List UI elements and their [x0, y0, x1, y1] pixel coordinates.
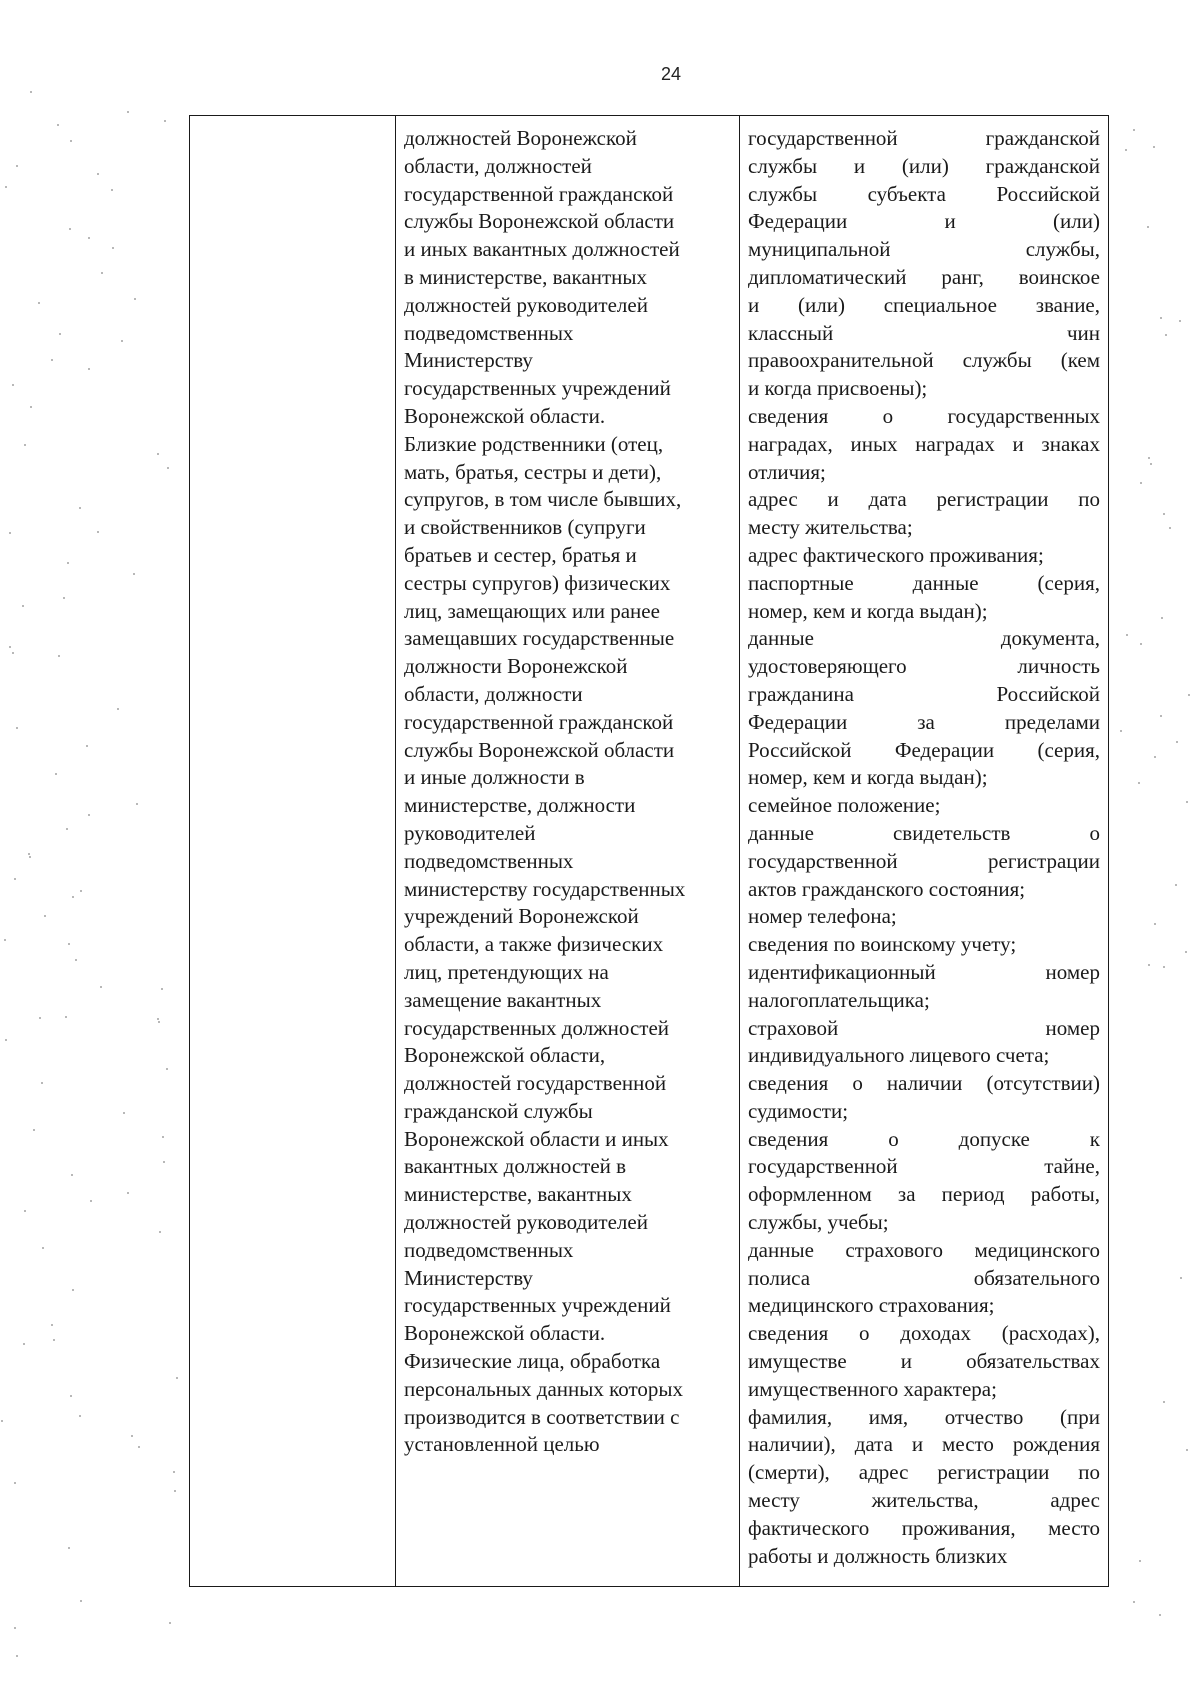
- scan-speck: [117, 708, 119, 710]
- data-item-text-line: медицинского страхования;: [748, 1293, 995, 1318]
- scan-speck: [12, 652, 14, 654]
- category-text-line: Министерству: [404, 1265, 533, 1290]
- category-text-line: государственных учреждений: [404, 376, 671, 401]
- data-item-text-line: государственной тайне,: [748, 1154, 1100, 1179]
- scan-speck: [9, 646, 11, 648]
- scan-speck: [41, 1082, 43, 1084]
- scan-speck: [167, 467, 169, 469]
- category-text-line: области, а также физических: [404, 932, 664, 957]
- data-item-text-line: сведения о допуске к: [748, 1126, 1100, 1151]
- data-item-text-line: (смерти), адрес регистрации по: [748, 1460, 1100, 1485]
- scan-speck: [163, 1161, 165, 1163]
- scan-speck: [51, 359, 53, 361]
- data-item-text-line: государственной гражданской: [748, 126, 1100, 150]
- category-text-line: государственной гражданской: [404, 181, 674, 206]
- data-item-text-line: судимости;: [748, 1098, 849, 1123]
- personal-data-column: [748, 125, 1100, 1570]
- data-item-text-line: дипломатический ранг, воинское: [748, 264, 1100, 289]
- data-item-text-line: налогоплательщика;: [748, 987, 930, 1012]
- data-item-text-line: актов гражданского состояния;: [748, 876, 1026, 901]
- scan-speck: [23, 1343, 25, 1345]
- column-divider: [739, 116, 740, 1586]
- category-text-line: Физические лица, обработка: [404, 1349, 661, 1374]
- scan-speck: [42, 1247, 44, 1249]
- data-item-text-line: полиса обязательного: [748, 1265, 1100, 1290]
- scan-speck: [1179, 320, 1181, 322]
- scan-speck: [1161, 617, 1163, 619]
- scan-speck: [72, 1289, 74, 1291]
- scan-speck: [164, 120, 166, 122]
- scan-speck: [100, 986, 102, 988]
- data-item-text-line: государственной регистрации: [748, 848, 1100, 873]
- category-text-line: министерстве, вакантных: [404, 1182, 632, 1207]
- scan-speck: [24, 1210, 26, 1212]
- scan-speck: [1188, 694, 1190, 696]
- category-text-line: должностей руководителей: [404, 292, 648, 317]
- category-text-line: Воронежской области и иных: [404, 1126, 669, 1151]
- scan-speck: [86, 745, 88, 747]
- data-item-text-line: службы и (или) гражданской: [748, 153, 1100, 178]
- scan-speck: [70, 140, 72, 142]
- scan-speck: [28, 853, 30, 855]
- category-text-line: в министерстве, вакантных: [404, 264, 648, 289]
- category-text-line: подведомственных: [404, 1237, 574, 1262]
- category-text-line: супругов, в том числе бывших,: [404, 487, 682, 512]
- scan-speck: [30, 406, 32, 408]
- scan-speck: [22, 605, 24, 607]
- scan-speck: [1139, 1560, 1141, 1562]
- category-text-line: государственной гражданской: [404, 709, 674, 734]
- category-text-line: области, должностей: [404, 153, 592, 178]
- scan-speck: [1150, 463, 1152, 465]
- scan-speck: [134, 298, 136, 300]
- data-item-text-line: Российской Федерации (серия,: [748, 737, 1100, 762]
- data-item-text-line: адрес фактического проживания;: [748, 542, 1044, 567]
- data-item-text-line: удостоверяющего личность: [748, 654, 1100, 679]
- scan-speck: [75, 959, 77, 961]
- scan-speck: [79, 507, 81, 509]
- scan-speck: [12, 384, 14, 386]
- category-text-line: службы Воронежской области: [404, 209, 675, 234]
- scan-speck: [133, 573, 135, 575]
- scan-speck: [176, 1377, 178, 1379]
- data-item-text-line: индивидуального лицевого счета;: [748, 1043, 1050, 1068]
- scan-speck: [166, 1068, 168, 1070]
- data-item-text-line: и когда присвоены);: [748, 376, 928, 401]
- scan-speck: [1138, 782, 1140, 784]
- scan-speck: [9, 532, 11, 534]
- scan-speck: [38, 302, 40, 304]
- scan-speck: [121, 340, 123, 342]
- category-text-line: министерстве, должности: [404, 793, 636, 818]
- scan-speck: [1133, 1601, 1135, 1603]
- scan-speck: [1120, 730, 1122, 732]
- category-text-line: и иные должности в: [404, 765, 585, 790]
- data-item-text-line: сведения по воинскому учету;: [748, 932, 1017, 957]
- data-item-text-line: классный чин: [748, 320, 1100, 345]
- category-text-line: лиц, претендующих на: [404, 959, 609, 984]
- scan-speck: [1133, 129, 1135, 131]
- data-item-text-line: паспортные данные (серия,: [748, 570, 1100, 595]
- category-text-line: Близкие родственники (отец,: [404, 431, 664, 456]
- scan-speck: [97, 531, 99, 533]
- scan-speck: [1160, 715, 1162, 717]
- data-item-text-line: данные свидетельств о: [748, 820, 1100, 845]
- data-item-text-line: отличия;: [748, 459, 826, 484]
- category-text-line: персональных данных которых: [404, 1376, 683, 1401]
- scan-speck: [174, 1490, 176, 1492]
- scan-speck: [68, 943, 70, 945]
- category-text-line: замещение вакантных: [404, 987, 602, 1012]
- scan-speck: [1163, 966, 1165, 968]
- scan-speck: [1148, 964, 1150, 966]
- data-item-text-line: сведения о государственных: [748, 403, 1100, 428]
- category-text-line: учреждений Воронежской: [404, 904, 639, 929]
- scan-speck: [101, 272, 103, 274]
- scan-speck: [1140, 643, 1142, 645]
- category-text-line: и иных вакантных должностей: [404, 237, 680, 262]
- scan-speck: [111, 189, 113, 191]
- scan-speck: [57, 124, 59, 126]
- scan-speck: [24, 444, 26, 446]
- scan-speck: [51, 1324, 53, 1326]
- category-text-line: подведомственных: [404, 320, 574, 345]
- scan-speck: [88, 237, 90, 239]
- scan-speck: [14, 878, 16, 880]
- scan-speck: [162, 1136, 164, 1138]
- scan-speck: [1163, 1401, 1165, 1403]
- scan-speck: [16, 165, 18, 167]
- category-text-line: области, должности: [404, 681, 583, 706]
- category-text-line: гражданской службы: [404, 1098, 593, 1123]
- data-item-text-line: службы субъекта Российской: [748, 181, 1100, 206]
- scan-speck: [69, 228, 71, 230]
- category-text-line: Воронежской области.: [404, 403, 606, 428]
- scan-speck: [1186, 801, 1188, 803]
- scan-speck: [59, 333, 61, 335]
- data-item-text-line: Федерации и (или): [748, 209, 1100, 234]
- scan-speck: [159, 1231, 161, 1233]
- data-table: [189, 115, 1109, 1587]
- scan-speck: [53, 1339, 55, 1341]
- category-text-line: службы Воронежской области: [404, 737, 675, 762]
- scan-speck: [66, 828, 68, 830]
- scan-speck: [68, 1547, 70, 1549]
- data-item-text-line: страховой номер: [748, 1015, 1100, 1040]
- category-text-line: установленной целью: [404, 1432, 600, 1457]
- scan-speck: [1175, 884, 1177, 886]
- column-divider: [395, 116, 396, 1586]
- scan-speck: [33, 1129, 35, 1131]
- scan-speck: [4, 939, 6, 941]
- scan-speck: [44, 915, 46, 917]
- scan-speck: [30, 91, 32, 93]
- scan-speck: [157, 453, 159, 455]
- scan-speck: [173, 1471, 175, 1473]
- category-text-line: производится в соответствии с: [404, 1404, 680, 1429]
- page-number: 24: [660, 64, 682, 84]
- scan-speck: [5, 186, 7, 188]
- category-text-line: Воронежской области.: [404, 1321, 606, 1346]
- scan-speck: [1163, 513, 1165, 515]
- scan-speck: [161, 988, 163, 990]
- scan-speck: [1125, 149, 1127, 151]
- scan-speck: [79, 1415, 81, 1417]
- scan-speck: [80, 1600, 82, 1602]
- category-text-line: должностей Воронежской: [404, 126, 637, 150]
- category-text-line: замещавших государственные: [404, 626, 675, 651]
- data-item-text-line: месту жительства;: [748, 515, 913, 540]
- data-item-text-line: фактического проживания, место: [748, 1515, 1100, 1540]
- data-item-text-line: службы, учебы;: [748, 1210, 889, 1235]
- scan-speck: [14, 1482, 16, 1484]
- data-item-text-line: номер, кем и когда выдан);: [748, 598, 988, 623]
- category-text-line: государственных должностей: [404, 1015, 670, 1040]
- scan-speck: [55, 773, 57, 775]
- scan-speck: [112, 247, 114, 249]
- scan-speck: [90, 1200, 92, 1202]
- scan-speck: [131, 1435, 133, 1437]
- data-item-text-line: оформленном за период работы,: [748, 1182, 1100, 1207]
- category-text-line: сестры супругов) физических: [404, 570, 671, 595]
- data-item-text-line: и (или) специальное звание,: [748, 292, 1100, 317]
- scan-speck: [14, 1627, 16, 1629]
- scan-speck: [70, 1395, 72, 1397]
- data-item-text-line: номер, кем и когда выдан);: [748, 765, 988, 790]
- data-item-text-line: адрес и дата регистрации по: [748, 487, 1100, 512]
- category-text-line: лиц, замещающих или ранее: [404, 598, 660, 623]
- scan-speck: [1, 1420, 3, 1422]
- scan-speck: [88, 814, 90, 816]
- category-text-line: руководителей: [404, 820, 536, 845]
- scan-speck: [127, 111, 129, 113]
- data-item-text-line: данные страхового медицинского: [748, 1237, 1100, 1262]
- scan-speck: [58, 655, 60, 657]
- scan-speck: [72, 896, 74, 898]
- scan-speck: [1176, 741, 1178, 743]
- data-item-text-line: сведения о доходах (расходах),: [748, 1321, 1100, 1346]
- category-text-line: должностей государственной: [404, 1071, 667, 1096]
- scan-speck: [136, 803, 138, 805]
- category-text-line: министерству государственных: [404, 876, 686, 901]
- scan-speck: [1140, 482, 1142, 484]
- data-item-text-line: гражданина Российской: [748, 681, 1100, 706]
- data-item-text-line: месту жительства, адрес: [748, 1488, 1100, 1513]
- data-item-text-line: наличии), дата и место рождения: [748, 1432, 1100, 1457]
- scan-speck: [71, 1174, 73, 1176]
- category-text-line: Воронежской области,: [404, 1043, 606, 1068]
- scan-speck: [29, 856, 31, 858]
- scan-speck: [1148, 457, 1150, 459]
- scan-speck: [1153, 146, 1155, 148]
- category-text-line: государственных учреждений: [404, 1293, 671, 1318]
- data-item-text-line: фамилия, имя, отчество (при: [748, 1404, 1100, 1429]
- scan-speck: [39, 1017, 41, 1019]
- scan-speck: [16, 727, 18, 729]
- data-item-text-line: имуществе и обязательствах: [748, 1349, 1100, 1374]
- scan-speck: [97, 173, 99, 175]
- data-item-text-line: данные документа,: [748, 626, 1100, 651]
- data-item-text-line: муниципальной службы,: [748, 237, 1100, 262]
- data-item-text-line: правоохранительной службы (кем: [748, 348, 1100, 373]
- data-item-text-line: идентификационный номер: [748, 959, 1100, 984]
- category-text-line: и свойственников (супруги: [404, 515, 646, 540]
- scan-speck: [1154, 756, 1156, 758]
- scan-speck: [1159, 1614, 1161, 1616]
- data-item-text-line: наградах, иных наградах и знаках: [748, 431, 1100, 456]
- data-item-text-line: сведения о наличии (отсутствии): [748, 1071, 1100, 1096]
- scan-speck: [88, 368, 90, 370]
- category-text-line: мать, братья, сестры и дети),: [404, 459, 662, 484]
- scan-speck: [138, 1446, 140, 1448]
- scan-speck: [80, 890, 82, 892]
- category-text-line: Министерству: [404, 348, 533, 373]
- scan-speck: [1185, 951, 1187, 953]
- scan-speck: [1154, 923, 1156, 925]
- scan-speck: [1180, 1277, 1182, 1279]
- categories-column: [404, 125, 734, 1459]
- data-item-text-line: семейное положение;: [748, 793, 941, 818]
- category-text-line: братьев и сестер, братья и: [404, 542, 637, 567]
- scan-speck: [157, 1018, 159, 1020]
- category-text-line: должностей руководителей: [404, 1210, 648, 1235]
- scan-speck: [1165, 334, 1167, 336]
- scan-speck: [169, 1622, 171, 1624]
- scan-speck: [1160, 317, 1162, 319]
- scan-speck: [1186, 1449, 1188, 1451]
- scan-speck: [127, 1192, 129, 1194]
- scan-speck: [16, 1655, 18, 1657]
- scan-speck: [1147, 226, 1149, 228]
- category-text-line: должности Воронежской: [404, 654, 628, 679]
- data-item-text-line: имущественного характера;: [748, 1376, 997, 1401]
- scan-speck: [63, 597, 65, 599]
- category-text-line: подведомственных: [404, 848, 574, 873]
- scan-speck: [65, 1016, 67, 1018]
- scan-speck: [67, 562, 69, 564]
- data-item-text-line: работы и должность близких: [748, 1543, 1008, 1568]
- scan-speck: [158, 1021, 160, 1023]
- data-item-text-line: Федерации за пределами: [748, 709, 1100, 734]
- category-text-line: вакантных должностей в: [404, 1154, 627, 1179]
- data-item-text-line: номер телефона;: [748, 904, 897, 929]
- scan-speck: [5, 1039, 7, 1041]
- scan-speck: [1169, 527, 1171, 529]
- scan-speck: [123, 1112, 125, 1114]
- scan-speck: [1126, 634, 1128, 636]
